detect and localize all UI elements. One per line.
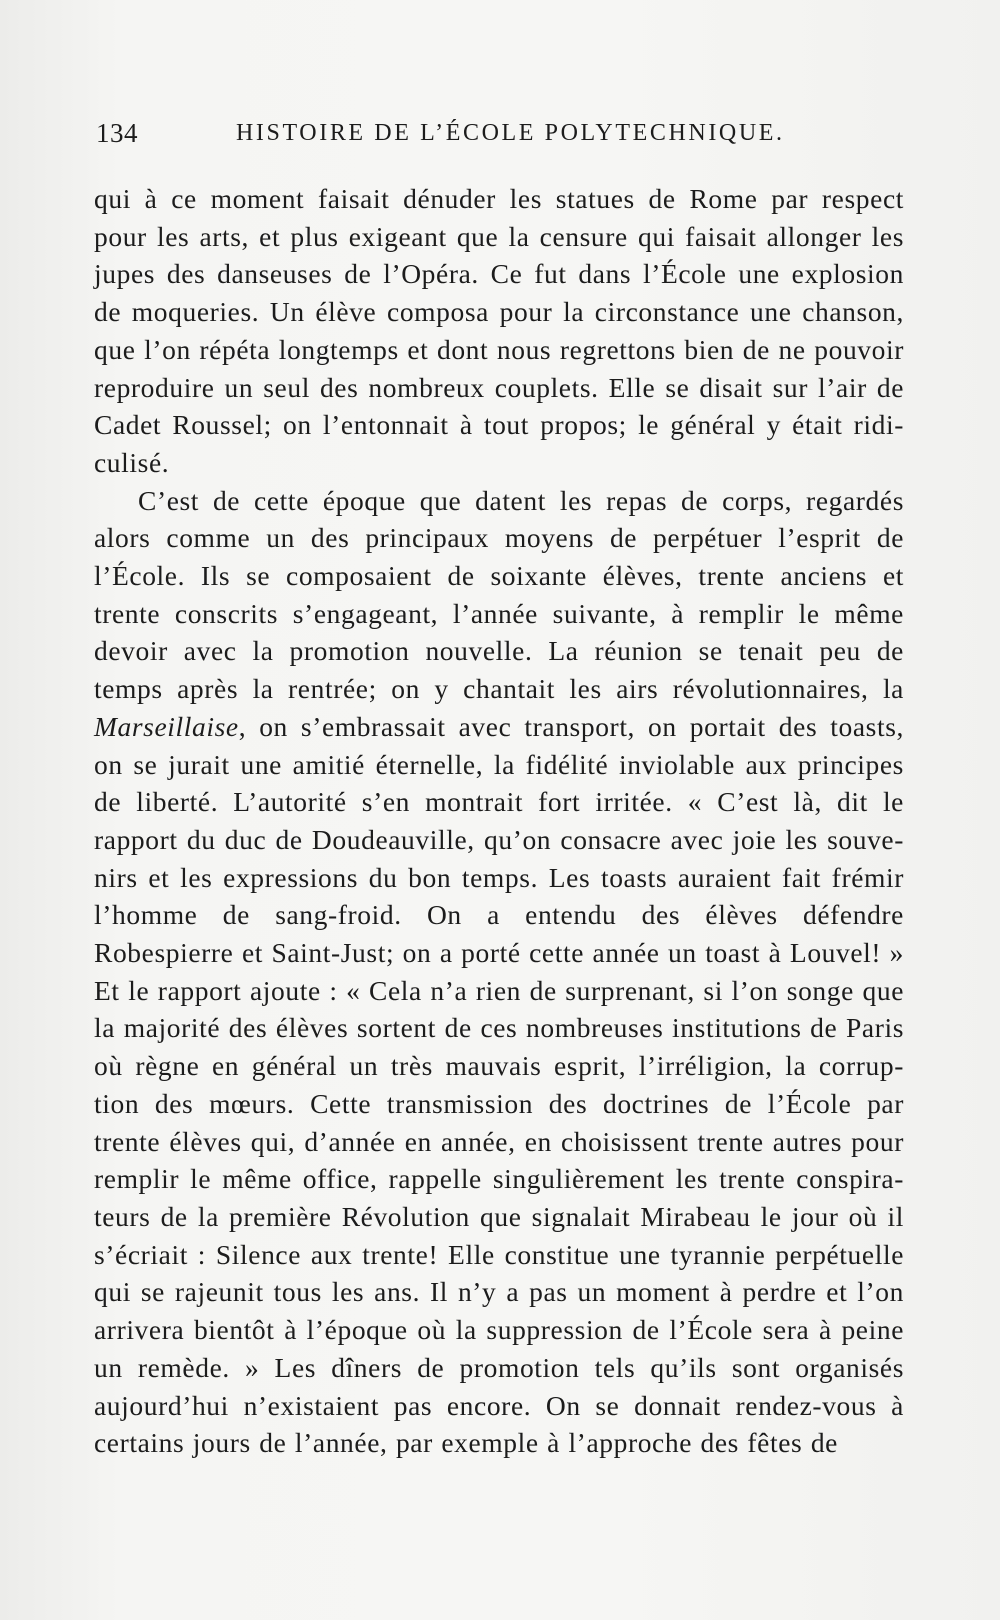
page-header <box>96 118 786 158</box>
paragraph-2-part-1: C’est de cette époque que datent les repas de corps, regardés alors comme un des principaux moyens de perpétuer l’esprit de l’École. Ils se composaient de soixante élèves, trente anciens et trente conscrits s’engageant, l’année suivante, à remplir le même devoir avec la promotion nouvelle. La réunion se tenait peu de temps après la rentrée; on y chantait les airs révolutionnaires, la <box>94 484 904 705</box>
running-head: HISTOIRE DE L’ÉCOLE POLYTECHNIQUE. <box>236 120 785 146</box>
paragraph-2 <box>94 482 904 1462</box>
italic-title: Marseillaise <box>94 710 239 742</box>
paragraph-2-part-2: , on s’embrassait avec transport, on portait des toasts, on se jurait une amitié éternelle, la fidélité inviolable aux principes de liberté. L’autorité s’en montrait fort irritée. « C’est là, dit le rapport du duc de Doudeauville, qu’on consacre avec joie les souve-nirs et les expressions du bon temps. Les toasts auraient fait frémir l’homme de sang-froid. On a entendu des élèves défendre Robespierre et Saint-Just; on a porté cette année un toast à Louvel! » Et le rapport ajoute : « Cela n’a rien de surprenant, si l’on songe que la majorité des élèves sortent de ces nombreuses institutions de Paris où règne en général un très mauvais esprit, l’irréligion, la corrup-tion des mœurs. Cette transmission des doctrines de l’École par trente élèves qui, d’année en année, en choisissent trente autres pour remplir le même office, rappelle singulièrement les trente conspira-teurs de la première Révolution que signalait Mirabeau le jour où il s’écriait : Silence aux trente! Elle constitue une tyrannie perpétuelle qui se rajeunit tous les ans. Il n’y a pas un moment à perdre et l’on arrivera bientôt à l’époque où la suppression de l’École sera à peine un remède. » Les dîners de promotion tels qu’ils sont organisés aujourd’hui n’existaient pas encore. On se donnait rendez-vous à certains jours de l’année, par exemple à l’approche des fêtes de <box>94 710 905 1459</box>
body-text <box>94 180 904 1462</box>
page-number: 134 <box>96 118 138 148</box>
paragraph-1: qui à ce moment faisait dénuder les statues de Rome par respect pour les arts, et plus exigeant que la censure qui faisait allonger les jupes des danseuses de l’Opéra. Ce fut dans l’École une explosion de moqueries. Un élève composa pour la circonstance une chanson, que l’on répéta longtemps et dont nous regrettons bien de ne pouvoir reproduire un seul des nombreux couplets. Elle se disait sur l’air de Cadet Roussel; on l’entonnait à tout propos; le général y était ridi-culisé. <box>94 183 904 478</box>
